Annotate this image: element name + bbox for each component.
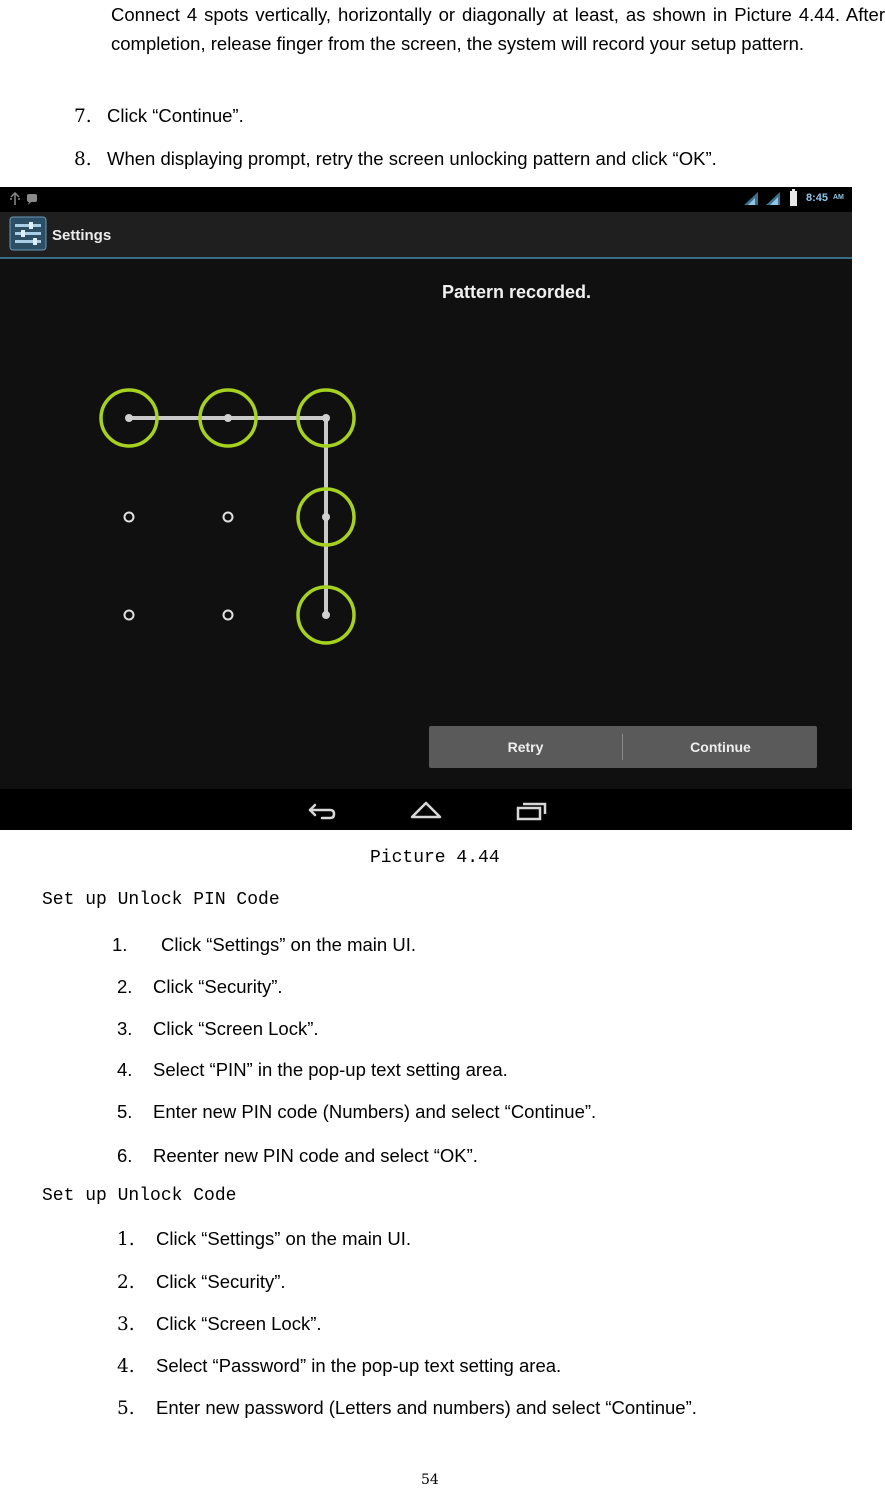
- cell-signal-icon: [766, 192, 780, 205]
- step-text: Click “Settings” on the main UI.: [161, 934, 416, 955]
- nav-icons: [0, 789, 852, 830]
- list-item: [112, 934, 416, 956]
- section-heading: Set up Unlock PIN Code: [42, 890, 280, 910]
- usb-icon: [11, 193, 19, 205]
- step-text: Click “Security”.: [156, 1271, 286, 1292]
- pattern-node[interactable]: [224, 611, 233, 620]
- step-text: Reenter new PIN code and select “OK”.: [153, 1145, 478, 1166]
- app-title: Settings: [52, 227, 112, 244]
- step-text: Click “Security”.: [153, 976, 283, 997]
- step-number: 3.: [117, 1018, 133, 1039]
- pattern-node[interactable]: [125, 513, 134, 522]
- pattern-lock-screenshot: [0, 187, 852, 830]
- step-number: 1.: [112, 934, 128, 955]
- back-icon[interactable]: [310, 805, 334, 818]
- settings-icon[interactable]: [9, 216, 49, 256]
- list-item: [117, 1018, 319, 1040]
- list-item: [117, 1355, 561, 1377]
- list-item: [117, 1313, 322, 1335]
- recent-apps-icon[interactable]: [518, 804, 545, 819]
- status-ampm: AM: [833, 194, 844, 201]
- battery-icon: [790, 189, 797, 206]
- step-number: 7.: [74, 106, 92, 127]
- notification-icon: [27, 194, 37, 205]
- pattern-message: Pattern recorded.: [442, 282, 592, 302]
- pattern-node[interactable]: [125, 611, 134, 620]
- section-heading: Set up Unlock Code: [42, 1186, 237, 1206]
- list-item: [74, 105, 244, 127]
- button-divider: [622, 734, 623, 760]
- step-number: 5.: [117, 1101, 133, 1122]
- step-text: Click “Settings” on the main UI.: [156, 1228, 411, 1249]
- status-bar: [0, 187, 852, 212]
- retry-button[interactable]: Retry: [429, 726, 622, 768]
- step-text: Click “Screen Lock”.: [153, 1018, 319, 1039]
- list-item: [117, 1228, 411, 1250]
- navigation-bar: [0, 789, 852, 830]
- step-number: 1.: [117, 1229, 135, 1250]
- step-text: Select “Password” in the pop-up text setting area.: [156, 1355, 562, 1376]
- wifi-signal-icon: [744, 192, 758, 205]
- list-item: [117, 1101, 596, 1123]
- home-icon[interactable]: [412, 803, 440, 817]
- button-bar: [429, 726, 817, 768]
- step-text: Select “PIN” in the pop-up text setting area.: [153, 1059, 508, 1080]
- page-number: 54: [421, 1472, 439, 1488]
- intro-text: Connect 4 spots vertically, horizontally or diagonally at least, as shown in Picture 4.44. After completion, release finger from the screen, the system will record your setup pattern.: [111, 4, 885, 54]
- step-number: 2.: [117, 976, 133, 997]
- step-number: 4.: [117, 1059, 133, 1080]
- step-text: When displaying prompt, retry the screen unlocking pattern and click “OK”.: [107, 148, 717, 169]
- action-bar: [0, 212, 852, 257]
- step-number: 3.: [117, 1314, 135, 1335]
- intro-paragraph: [111, 0, 885, 58]
- step-text: Enter new password (Letters and numbers) and select “Continue”.: [156, 1397, 697, 1418]
- step-number: 2.: [117, 1272, 135, 1293]
- status-time: 8:45: [806, 192, 829, 204]
- step-text: Click “Continue”.: [107, 105, 244, 126]
- continue-button[interactable]: Continue: [624, 726, 817, 768]
- figure-caption: Picture 4.44: [370, 848, 500, 868]
- list-item: [117, 1059, 508, 1081]
- list-item: [117, 1271, 286, 1293]
- step-number: 4.: [117, 1356, 135, 1377]
- list-item: [74, 148, 717, 170]
- step-number: 6.: [117, 1145, 133, 1166]
- step-number: 5.: [117, 1398, 135, 1419]
- step-text: Click “Screen Lock”.: [156, 1313, 322, 1334]
- pattern-grid[interactable]: [0, 259, 852, 789]
- step-text: Enter new PIN code (Numbers) and select “Continue”.: [153, 1101, 597, 1122]
- step-number: 8.: [74, 149, 92, 170]
- list-item: [117, 1397, 697, 1419]
- pattern-node[interactable]: [224, 513, 233, 522]
- status-icons: [0, 187, 852, 212]
- list-item: [117, 1145, 478, 1167]
- list-item: [117, 976, 283, 998]
